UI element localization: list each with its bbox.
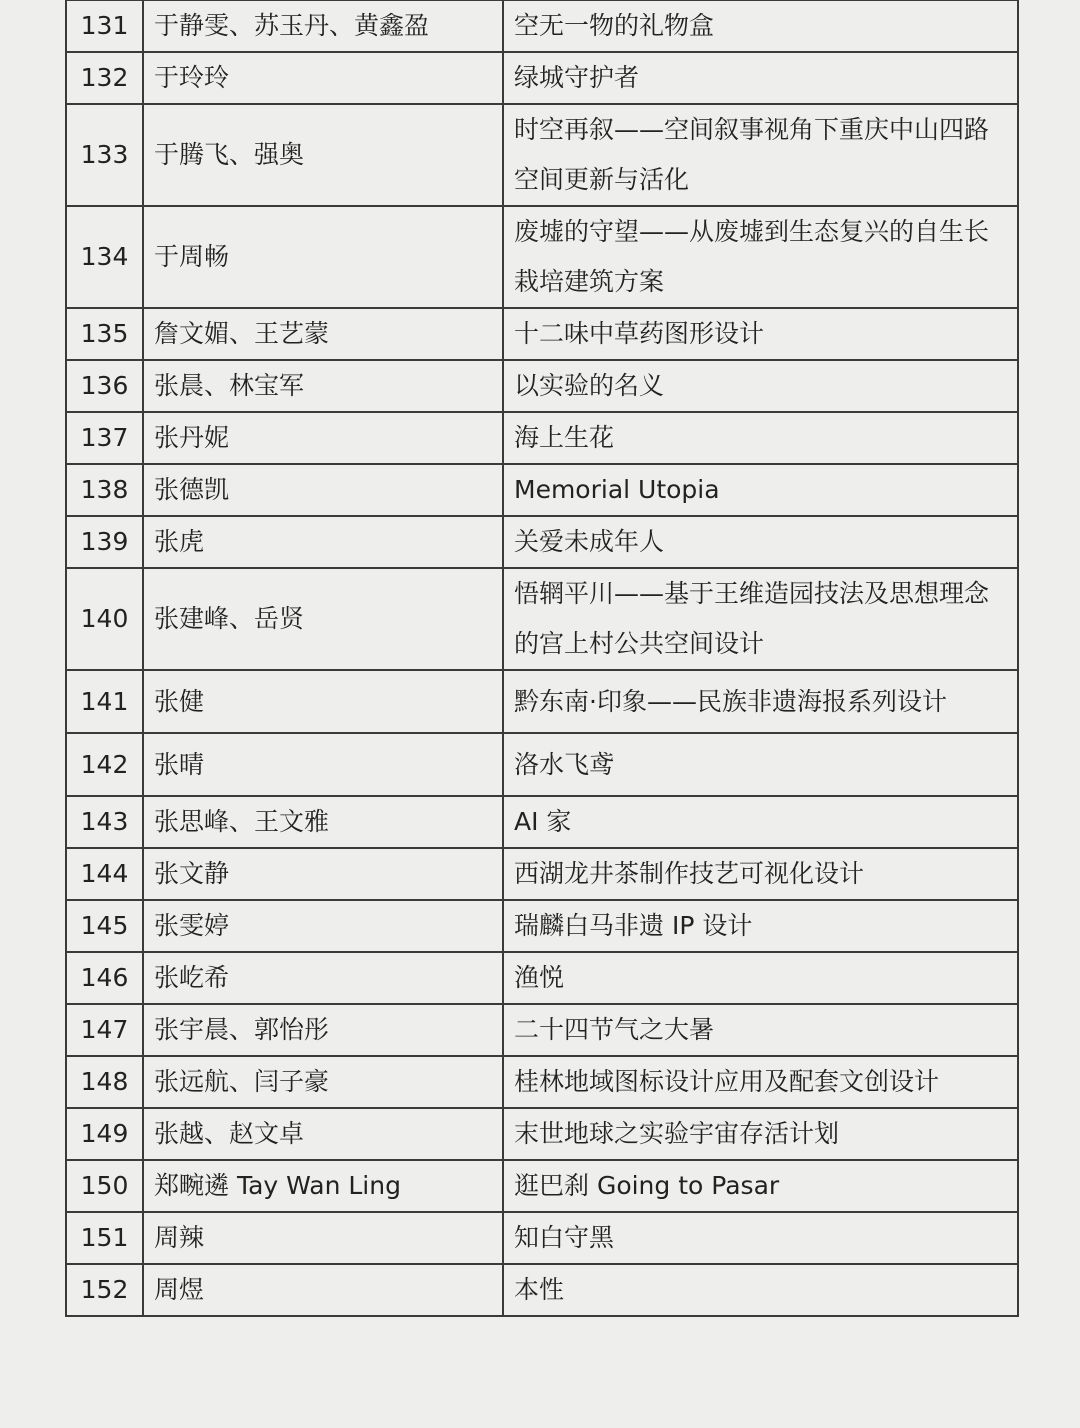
table-row: [66, 464, 1018, 516]
table-row: [66, 670, 1018, 733]
row-title: 悟辋平川——基于王维造园技法及思想理念的宫上村公共空间设计: [503, 568, 1018, 670]
row-authors: 詹文媚、王艺蒙: [143, 308, 503, 360]
row-title: 逛巴刹 Going to Pasar: [503, 1160, 1018, 1212]
row-number: 132: [66, 52, 143, 104]
works-table: [65, 0, 1019, 1317]
row-authors: 郑畹遴 Tay Wan Ling: [143, 1160, 503, 1212]
row-number: 135: [66, 308, 143, 360]
row-title: 瑞麟白马非遗 IP 设计: [503, 900, 1018, 952]
row-authors: 张雯婷: [143, 900, 503, 952]
table-row: [66, 308, 1018, 360]
row-authors: 张丹妮: [143, 412, 503, 464]
row-number: 142: [66, 733, 143, 796]
row-number: 134: [66, 206, 143, 308]
row-title: 黔东南·印象——民族非遗海报系列设计: [503, 670, 1018, 733]
row-authors: 张德凯: [143, 464, 503, 516]
row-number: 150: [66, 1160, 143, 1212]
row-title: 西湖龙井茶制作技艺可视化设计: [503, 848, 1018, 900]
works-table-container: [65, 0, 1017, 1317]
row-authors: 张晴: [143, 733, 503, 796]
row-authors: 张虎: [143, 516, 503, 568]
table-row: [66, 0, 1018, 52]
table-row: [66, 52, 1018, 104]
row-number: 152: [66, 1264, 143, 1316]
row-authors: 张越、赵文卓: [143, 1108, 503, 1160]
table-row: [66, 1056, 1018, 1108]
row-number: 131: [66, 0, 143, 52]
row-number: 148: [66, 1056, 143, 1108]
row-authors: 张文静: [143, 848, 503, 900]
row-number: 146: [66, 952, 143, 1004]
row-title: 知白守黑: [503, 1212, 1018, 1264]
table-row: [66, 360, 1018, 412]
row-authors: 张远航、闫子豪: [143, 1056, 503, 1108]
row-authors: 于周畅: [143, 206, 503, 308]
table-row: [66, 952, 1018, 1004]
row-authors: 张建峰、岳贤: [143, 568, 503, 670]
table-row: [66, 412, 1018, 464]
row-title: 洛水飞鸢: [503, 733, 1018, 796]
row-authors: 张宇晨、郭怡彤: [143, 1004, 503, 1056]
row-authors: 周辣: [143, 1212, 503, 1264]
row-title: 废墟的守望——从废墟到生态复兴的自生长栽培建筑方案: [503, 206, 1018, 308]
row-title: 二十四节气之大暑: [503, 1004, 1018, 1056]
row-number: 147: [66, 1004, 143, 1056]
row-title: 十二味中草药图形设计: [503, 308, 1018, 360]
row-number: 143: [66, 796, 143, 848]
row-title: 末世地球之实验宇宙存活计划: [503, 1108, 1018, 1160]
row-title: 渔悦: [503, 952, 1018, 1004]
row-authors: 张晨、林宝军: [143, 360, 503, 412]
row-number: 151: [66, 1212, 143, 1264]
row-title: 空无一物的礼物盒: [503, 0, 1018, 52]
row-number: 144: [66, 848, 143, 900]
row-title: 时空再叙——空间叙事视角下重庆中山四路空间更新与活化: [503, 104, 1018, 206]
row-title: AI 家: [503, 796, 1018, 848]
row-title: 关爱未成年人: [503, 516, 1018, 568]
table-row: [66, 1160, 1018, 1212]
table-row: [66, 1264, 1018, 1316]
row-number: 149: [66, 1108, 143, 1160]
table-row: [66, 900, 1018, 952]
table-row: [66, 568, 1018, 670]
table-row: [66, 848, 1018, 900]
row-authors: 于静雯、苏玉丹、黄鑫盈: [143, 0, 503, 52]
table-row: [66, 1004, 1018, 1056]
table-row: [66, 733, 1018, 796]
table-row: [66, 104, 1018, 206]
row-number: 139: [66, 516, 143, 568]
row-authors: 张健: [143, 670, 503, 733]
row-title: 以实验的名义: [503, 360, 1018, 412]
row-number: 137: [66, 412, 143, 464]
row-number: 145: [66, 900, 143, 952]
table-row: [66, 796, 1018, 848]
row-number: 141: [66, 670, 143, 733]
table-row: [66, 1212, 1018, 1264]
row-title: 本性: [503, 1264, 1018, 1316]
row-authors: 于腾飞、强奥: [143, 104, 503, 206]
table-row: [66, 1108, 1018, 1160]
row-authors: 周煜: [143, 1264, 503, 1316]
table-row: [66, 516, 1018, 568]
row-authors: 于玲玲: [143, 52, 503, 104]
row-title: 桂林地域图标设计应用及配套文创设计: [503, 1056, 1018, 1108]
row-title: 绿城守护者: [503, 52, 1018, 104]
row-number: 140: [66, 568, 143, 670]
row-authors: 张思峰、王文雅: [143, 796, 503, 848]
row-authors: 张屹希: [143, 952, 503, 1004]
row-number: 133: [66, 104, 143, 206]
row-title: 海上生花: [503, 412, 1018, 464]
table-row: [66, 206, 1018, 308]
row-number: 136: [66, 360, 143, 412]
row-number: 138: [66, 464, 143, 516]
row-title: Memorial Utopia: [503, 464, 1018, 516]
